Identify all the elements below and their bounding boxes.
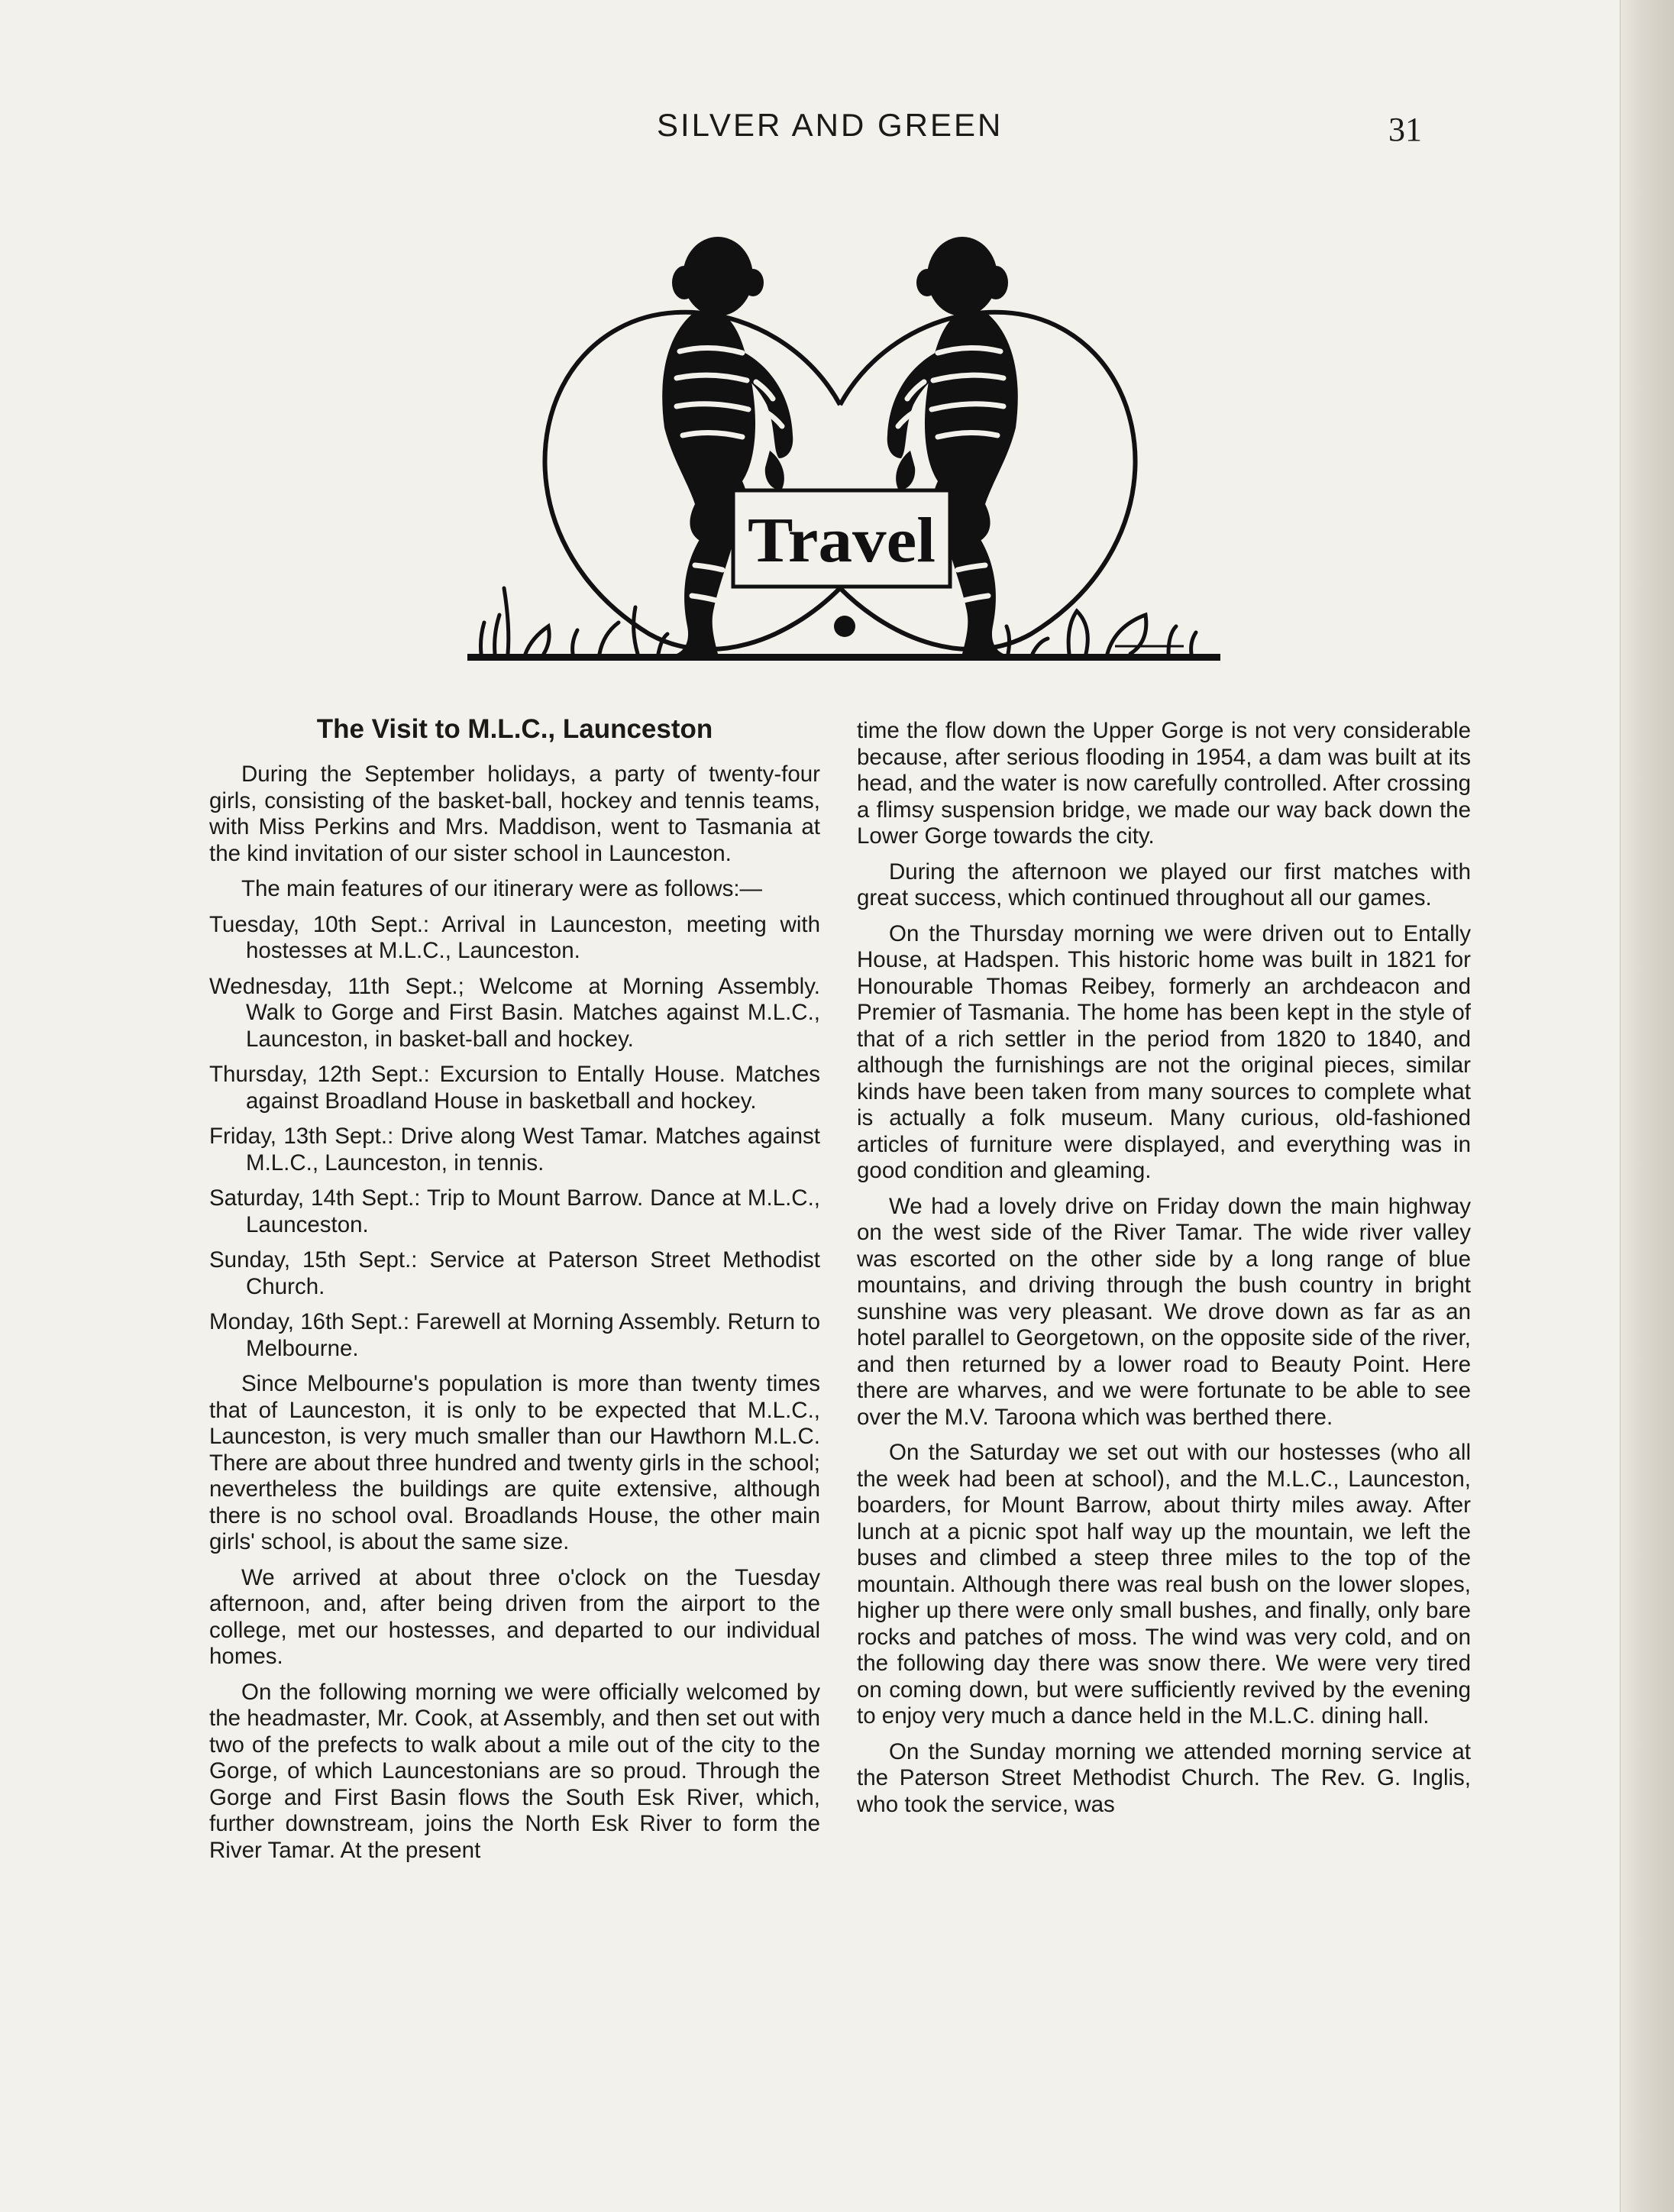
travel-label: Travel	[748, 505, 936, 576]
itinerary-item: Thursday, 12th Sept.: Excursion to Entally House. Matches against Broadland House in basketball and hockey.	[209, 1062, 820, 1114]
itinerary-item: Wednesday, 11th Sept.; Welcome at Morning Assembly. Walk to Gorge and First Basin. Matches against M.L.C., Launceston, in basket-ball and hockey.	[209, 973, 820, 1052]
body-paragraph: On the following morning we were officially welcomed by the headmaster, Mr. Cook, at Assembly, and then set out with two of the prefects to walk about a mile out of the city to the Gorge, of which Launcestonians are so proud. Through the Gorge and First Basin flows the South Esk River, which, further downstream, joins the North Esk River to form the River Tamar. At the present	[209, 1679, 820, 1863]
running-head: SILVER AND GREEN	[657, 107, 1003, 143]
body-paragraph: On the Sunday morning we attended morning service at the Paterson Street Methodist Church. The Rev. G. Inglis, who took the service, was	[857, 1738, 1471, 1817]
silhouette-figure-right-icon	[887, 237, 1018, 654]
ball-icon	[834, 616, 855, 637]
itinerary-item: Tuesday, 10th Sept.: Arrival in Launceston, meeting with hostesses at M.L.C., Launceston.	[209, 911, 820, 963]
body-paragraph: We had a lovely drive on Friday down the main highway on the west side of the River Tamar. The wide river valley was escorted on the other side by a long range of blue mountains, and driving through the bush country in bright sunshine was very pleasant. We drove down as far as an hotel parallel to Georgetown, on the opposite side of the river, and then returned by a lower road to Beauty Point. Here there are wharves, and we were fortunate to be able to see over the M.V. Taroona which was berthed there.	[857, 1193, 1471, 1430]
continued-paragraph: time the flow down the Upper Gorge is not very considerable because, after serious flooding in 1954, a dam was built at its head, and the water is now carefully controlled. After crossing a flimsy suspension bridge, we made our way back down the Lower Gorge towards the city.	[857, 718, 1471, 849]
itinerary-item: Monday, 16th Sept.: Farewell at Morning Assembly. Return to Melbourne.	[209, 1309, 820, 1361]
right-column	[857, 718, 1471, 1827]
article-title: The Visit to M.L.C., Launceston	[316, 714, 713, 744]
body-paragraph: On the Thursday morning we were driven out to Entally House, at Hadspen. This historic home was built in 1821 for Honourable Thomas Reibey, formerly an archdeacon and Premier of Tasmania. The home has been kept in the style of that of a rich settler in the period from 1820 to 1840, and although the furnishings are not the original pieces, similar kinds have been taken from many sources to complete what is actually a folk museum. Many curious, old-fashioned articles of furniture were displayed, and everything was in good condition and gleaming.	[857, 920, 1471, 1183]
body-paragraph: On the Saturday we set out with our hostesses (who all the week had been at school), and the M.L.C., Launceston, boarders, for Mount Barrow, about thirty miles away. After lunch at a picnic spot half way up the mountain, we left the buses and climbed a steep three miles to the top of the mountain. Although there was real bush on the lower slopes, higher up there were only small bushes, and finally, only bare rocks and patches of moss. The wind was very cold, and on the following day there was snow there. We were very tired on coming down, but were sufficiently revived by the evening to enjoy very much a dance held in the M.L.C. dining hall.	[857, 1440, 1471, 1729]
silhouette-figure-left-icon	[662, 237, 793, 654]
left-column	[209, 714, 820, 1873]
itinerary-item: Saturday, 14th Sept.: Trip to Mount Barrow. Dance at M.L.C., Launceston.	[209, 1185, 820, 1237]
travel-illustration	[458, 229, 1222, 680]
itinerary-item: Friday, 13th Sept.: Drive along West Tamar. Matches against M.L.C., Launceston, in tennis.	[209, 1124, 820, 1176]
intro-paragraph: The main features of our itinerary were as follows:—	[241, 876, 763, 901]
body-paragraph: During the afternoon we played our first matches with great success, which continued throughout all our games.	[857, 859, 1471, 910]
body-paragraph: Since Melbourne's population is more than twenty times that of Launceston, it is only to be expected that M.L.C., Launceston, is very much smaller than our Hawthorn M.L.C. There are about three hundred and twenty girls in the school; nevertheless the buildings are quite extensive, although there is no school oval. Broadlands House, the other main girls' school, is about the same size.	[209, 1371, 820, 1554]
page-number: 31	[1388, 111, 1422, 148]
body-paragraph: We arrived at about three o'clock on the Tuesday afternoon, and, after being driven from the airport to the college, met our hostesses, and departed to our individual homes.	[209, 1564, 820, 1669]
page-edge	[1620, 0, 1674, 2212]
itinerary-item: Sunday, 15th Sept.: Service at Paterson Street Methodist Church.	[209, 1247, 820, 1299]
intro-paragraph: During the September holidays, a party of twenty-four girls, consisting of the basket-ball, hockey and tennis teams, with Miss Perkins and Mrs. Maddison, went to Tasmania at the kind invitation of our sister school in Launceston.	[209, 762, 820, 866]
